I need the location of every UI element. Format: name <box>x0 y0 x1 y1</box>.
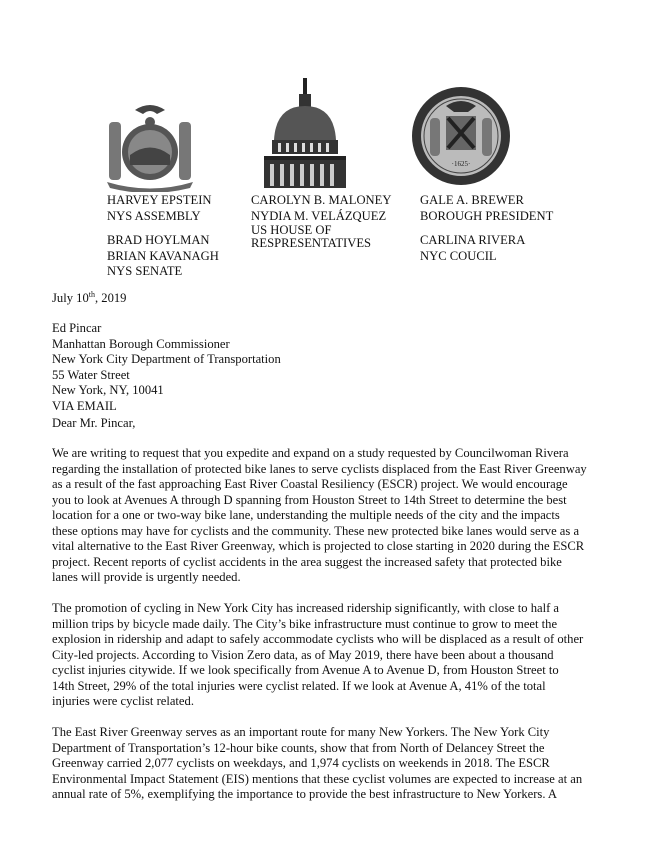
letterhead-line: NYC COUCIL <box>420 248 497 263</box>
recipient-line: Manhattan Borough Commissioner <box>52 336 230 351</box>
body-line: 14th Street, 29% of the total injuries were cyclist related. If we look at Avenue A, 41% of the total <box>52 678 546 693</box>
letterhead-col-state <box>107 193 219 280</box>
date-month-day: July 10 <box>52 291 89 305</box>
date-suffix: th <box>88 289 95 299</box>
body-line: vital alternative to the East River Greenway, which is projected to close starting in 2020 during the ESCR <box>52 539 585 553</box>
body-line: project. Recent reports of cyclist accidents in the area suggest the increased safety that protected bike <box>52 554 562 569</box>
date-year: , 2019 <box>94 291 127 305</box>
paragraph-2 <box>52 601 583 710</box>
new-york-city-seal <box>410 84 512 188</box>
letterhead-col-city <box>420 193 553 264</box>
salutation: Dear Mr. Pincar, <box>52 416 136 430</box>
nyc-seal-year: ·1625· <box>451 160 471 168</box>
body-line: lanes will provide is urgently needed. <box>52 570 241 584</box>
recipient-line: Ed Pincar <box>52 321 102 335</box>
body-line: Department of Transportation’s 12-hour bike counts, show that from North of Delancey Street the <box>52 740 545 755</box>
body-line: you to look at Avenues A through D spanning from Houston Street to 14th Street to determine the best <box>52 492 567 507</box>
body-line: these options may have for cyclists and the community. These new protected bike lanes would serve as a <box>52 523 580 538</box>
recipient-line: New York, NY, 10041 <box>52 383 164 397</box>
letterhead-line: US HOUSE OF <box>251 223 332 237</box>
recipient-line: New York City Department of Transportation <box>52 352 281 366</box>
us-capitol-dome <box>262 78 348 190</box>
body-line: City-led projects. According to Vision Zero data, as of May 2019, there have been about a thousand <box>52 647 554 662</box>
paragraph-3 <box>52 725 582 803</box>
body-line: The promotion of cycling in New York City has increased ridership significantly, with close to half a <box>52 601 560 615</box>
letterhead-line: RESPRESENTATIVES <box>251 236 372 250</box>
body-line: Greenway carried 2,077 cyclists on weekdays, and 1,974 cyclists on weekends in 2018. The ESCR <box>52 756 550 770</box>
new-york-state-seal <box>105 100 195 192</box>
body-line: We are writing to request that you expedite and expand on a study requested by Councilwoman Rivera <box>52 446 569 460</box>
letterhead-line: HARVEY EPSTEIN <box>107 193 212 207</box>
letterhead-line: NYS ASSEMBLY <box>107 208 201 223</box>
recipient-line: 55 Water Street <box>52 367 130 382</box>
body-line: Environmental Impact Statement (EIS) mentions that these cyclist volumes are expected to increase at an <box>52 771 583 786</box>
body-line: regarding the installation of protected bike lanes to serve cyclists displaced from the East River Greenway <box>52 461 587 476</box>
body-line: explosion in ridership and adapt to safely accommodate cyclists who will be displaced as a result of other <box>52 632 584 646</box>
body-line: The East River Greenway serves as an important route for many New Yorkers. The New York City <box>52 725 550 739</box>
letterhead-line: BRAD HOYLMAN <box>107 233 210 247</box>
body-line: cyclist injuries citywide. If we look specifically from Avenue A to Avenue D, from Houston Street to <box>52 663 559 677</box>
letterhead-line: BOROUGH PRESIDENT <box>420 208 554 223</box>
letter-date <box>52 291 126 307</box>
letterhead-line: BRIAN KAVANAGH <box>107 248 219 263</box>
letterhead-line: NYS SENATE <box>107 264 183 278</box>
letterhead-line: CAROLYN B. MALONEY <box>251 193 392 207</box>
recipient-address <box>52 321 281 414</box>
body-line: injuries were cyclist related. <box>52 694 194 708</box>
paragraph-1 <box>52 446 587 586</box>
letterhead-col-federal <box>251 193 391 252</box>
body-line: as a result of the fast approaching East River Coastal Resiliency (ESCR) project. We would encourage <box>52 477 568 491</box>
body-line: location for a one or two-way bike lane, understanding the multiple needs of the city and the impacts <box>52 508 560 522</box>
letterhead-line: NYDIA M. VELÁZQUEZ <box>251 208 387 223</box>
body-line: annual rate of 5%, exemplifying the importance to provide the best infrastructure to New Yorkers. A <box>52 787 558 801</box>
letterhead-line: GALE A. BREWER <box>420 193 524 207</box>
body-line: million trips by bicycle made daily. The City’s bike infrastructure must continue to grow to meet the <box>52 616 558 631</box>
recipient-line: VIA EMAIL <box>52 398 117 413</box>
letterhead-line: CARLINA RIVERA <box>420 233 526 247</box>
